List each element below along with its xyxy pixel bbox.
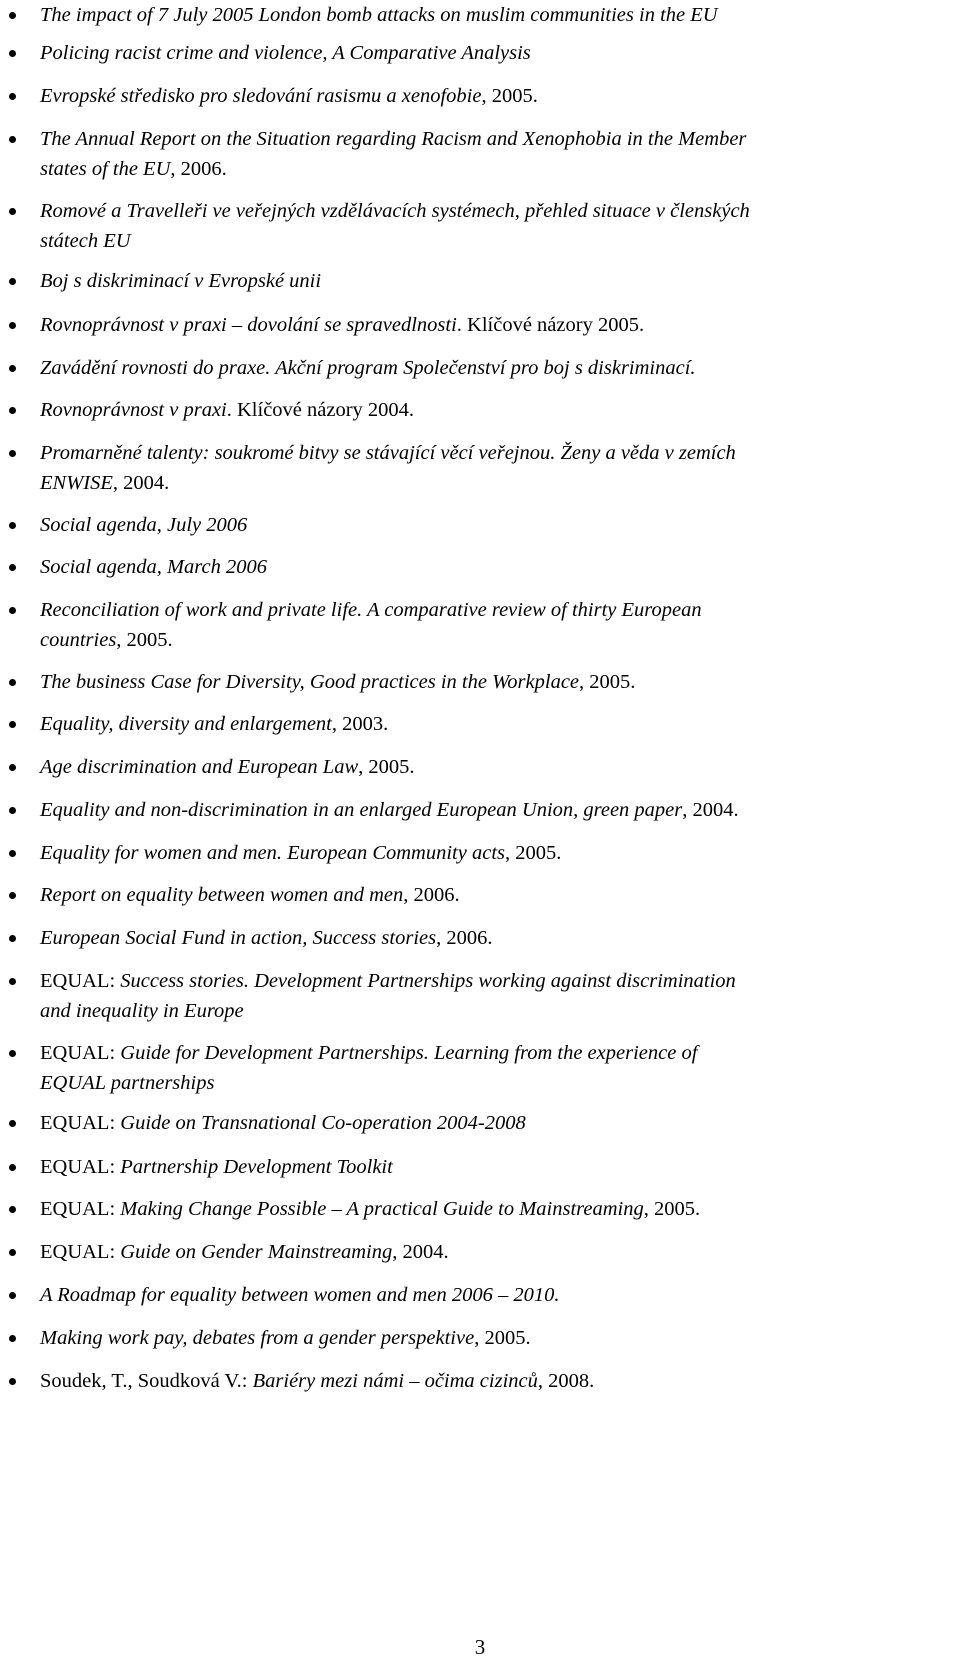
reference-line <box>40 124 940 154</box>
reference-text: EQUAL: <box>40 1112 121 1134</box>
reference-line <box>40 1194 940 1224</box>
reference-line <box>40 1108 940 1138</box>
bullet-icon <box>9 721 16 728</box>
reference-item <box>40 1366 940 1396</box>
reference-text: countries <box>40 629 117 651</box>
bullet-icon <box>9 1249 16 1256</box>
reference-text: . Klíčové názory 2005. <box>456 314 645 336</box>
bullet-icon <box>9 935 16 942</box>
reference-item <box>40 1038 940 1098</box>
reference-line <box>40 795 940 825</box>
reference-item <box>40 353 940 383</box>
bullet-icon <box>9 1335 16 1342</box>
reference-line <box>40 510 940 540</box>
reference-text: Rovnoprávnost v praxi <box>40 399 227 421</box>
reference-text: and inequality in Europe <box>40 1000 244 1022</box>
reference-line <box>40 468 940 498</box>
reference-line <box>40 966 940 996</box>
bullet-icon <box>9 407 16 414</box>
reference-text: Rovnoprávnost v praxi – dovolání se spravedlnosti <box>40 314 457 336</box>
reference-line <box>40 196 940 226</box>
reference-line <box>40 838 940 868</box>
reference-text: . Klíčové názory 2004. <box>226 399 415 421</box>
reference-text: , 2005. <box>579 671 636 693</box>
reference-line <box>40 552 940 582</box>
reference-item <box>40 1280 940 1310</box>
reference-item <box>40 395 940 425</box>
reference-line <box>40 625 940 655</box>
reference-line <box>40 923 940 953</box>
reference-text: Soudek, T., Soudková V.: <box>40 1370 253 1392</box>
reference-line <box>40 996 940 1026</box>
reference-item <box>40 38 940 68</box>
bullet-icon <box>9 365 16 372</box>
reference-line <box>40 310 940 340</box>
bullet-icon <box>9 978 16 985</box>
reference-text: The Annual Report on the Situation regarding Racism and Xenophobia in the Member <box>40 128 747 150</box>
reference-text: EQUAL: <box>40 1198 121 1220</box>
reference-text: EQUAL: <box>40 1241 121 1263</box>
reference-text: , 2004. <box>682 799 739 821</box>
bullet-icon <box>9 1292 16 1299</box>
bullet-icon <box>9 850 16 857</box>
reference-text: Report on equality between women and men <box>40 884 404 906</box>
reference-text: Equality, diversity and enlargement <box>40 713 332 735</box>
reference-item <box>40 667 940 697</box>
reference-text: EQUAL: <box>40 970 121 992</box>
reference-item <box>40 795 940 825</box>
reference-line <box>40 438 940 468</box>
reference-item <box>40 1152 940 1182</box>
reference-item <box>40 0 940 30</box>
reference-item <box>40 81 940 111</box>
reference-text: , 2008. <box>537 1370 595 1392</box>
reference-text: Equality and non-discrimination in an enlarged European Union, green paper <box>40 799 683 821</box>
reference-item <box>40 196 940 256</box>
reference-text: European Social Fund in action, Success stories <box>40 927 437 949</box>
reference-text: , 2004. <box>112 472 170 494</box>
reference-item <box>40 752 940 782</box>
reference-line <box>40 395 940 425</box>
reference-text: Success stories. Development Partnerships working against discrimination <box>120 970 736 992</box>
reference-text: Equality for women and men. European Community acts <box>40 842 505 864</box>
bullet-icon <box>9 1206 16 1213</box>
reference-text: , 2005. <box>358 756 415 778</box>
bullet-icon <box>9 50 16 57</box>
bullet-icon <box>9 278 16 285</box>
reference-line <box>40 1237 940 1267</box>
reference-item <box>40 1323 940 1353</box>
reference-text: The impact of 7 July 2005 London bomb attacks on muslim communities in the EU <box>40 4 718 26</box>
reference-text: A Roadmap for equality between women and men 2006 – 2010. <box>40 1284 560 1306</box>
bullet-icon <box>9 522 16 529</box>
reference-line <box>40 880 940 910</box>
reference-line <box>40 595 940 625</box>
reference-text: , 2005. <box>643 1198 701 1220</box>
bullet-icon <box>9 208 16 215</box>
reference-text: Romové a Travelleři ve veřejných vzdělávacích systémech, přehled situace v členských <box>40 200 750 222</box>
reference-text: , 2006. <box>436 927 493 949</box>
reference-item <box>40 1194 940 1224</box>
reference-item <box>40 709 940 739</box>
bullet-icon <box>9 93 16 100</box>
reference-text: Guide on Gender Mainstreaming <box>120 1241 393 1263</box>
reference-text: Making Change Possible – A practical Guide to Mainstreaming <box>120 1198 644 1220</box>
reference-text: Guide on Transnational Co-operation 2004-2008 <box>120 1112 526 1134</box>
reference-text: The business Case for Diversity, Good practices in the Workplace <box>40 671 580 693</box>
reference-text: ENWISE <box>40 472 113 494</box>
bullet-icon <box>9 12 16 19</box>
reference-text: , 2004. <box>392 1241 449 1263</box>
reference-line <box>40 353 940 383</box>
reference-item <box>40 310 940 340</box>
reference-text: Reconciliation of work and private life. A comparative review of thirty European <box>40 599 702 621</box>
reference-item <box>40 838 940 868</box>
reference-text: Evropské středisko pro sledování rasismu a xenofobie <box>40 85 482 107</box>
reference-text: , 2003. <box>331 713 389 735</box>
bullet-icon <box>9 764 16 771</box>
bullet-icon <box>9 1050 16 1057</box>
reference-line <box>40 1366 940 1396</box>
reference-item <box>40 1108 940 1138</box>
page-number: 3 <box>474 1635 486 1659</box>
reference-text: Social agenda, July 2006 <box>40 514 248 536</box>
reference-text: , 2006. <box>170 158 227 180</box>
bullet-icon <box>9 1378 16 1385</box>
reference-item <box>40 880 940 910</box>
reference-item <box>40 923 940 953</box>
reference-text: Promarněné talenty: soukromé bitvy se stávající věcí veřejnou. Ženy a věda v zemích <box>40 442 736 464</box>
reference-item <box>40 510 940 540</box>
reference-text: , 2005. <box>474 1327 531 1349</box>
bullet-icon <box>9 807 16 814</box>
reference-text: , 2005. <box>116 629 173 651</box>
bullet-icon <box>9 1120 16 1127</box>
reference-line <box>40 1152 940 1182</box>
reference-text: Boj s diskriminací v Evropské unii <box>40 270 322 292</box>
reference-line <box>40 709 940 739</box>
reference-text: Social agenda, March 2006 <box>40 556 267 578</box>
reference-line <box>40 0 940 30</box>
reference-item <box>40 438 940 498</box>
reference-text: Guide for Development Partnerships. Learning from the experience of <box>120 1042 698 1064</box>
reference-text: , 2005. <box>481 85 538 107</box>
reference-line <box>40 154 940 184</box>
reference-text: EQUAL partnerships <box>40 1072 215 1094</box>
reference-text: , 2006. <box>403 884 460 906</box>
reference-line <box>40 226 940 256</box>
bullet-icon <box>9 1164 16 1171</box>
reference-item <box>40 595 940 655</box>
reference-line <box>40 1323 940 1353</box>
reference-item <box>40 1237 940 1267</box>
bullet-icon <box>9 136 16 143</box>
bullet-icon <box>9 679 16 686</box>
reference-text: státech EU <box>40 230 131 252</box>
bullet-icon <box>9 607 16 614</box>
reference-line <box>40 1068 940 1098</box>
reference-text: EQUAL: <box>40 1156 121 1178</box>
reference-line <box>40 667 940 697</box>
bullet-icon <box>9 322 16 329</box>
reference-line <box>40 752 940 782</box>
reference-item <box>40 552 940 582</box>
reference-text: states of the EU <box>40 158 171 180</box>
reference-item <box>40 124 940 184</box>
reference-item <box>40 266 940 296</box>
reference-text: Age discrimination and European Law <box>40 756 359 778</box>
reference-line <box>40 81 940 111</box>
reference-text: Policing racist crime and violence, A Comparative Analysis <box>40 42 531 64</box>
reference-text: Making work pay, debates from a gender perspektive <box>40 1327 475 1349</box>
reference-text: Zavádění rovnosti do praxe. Akční program Společenství pro boj s diskriminací. <box>40 357 696 379</box>
bullet-icon <box>9 564 16 571</box>
reference-text: Bariéry mezi námi – očima cizinců <box>252 1370 538 1392</box>
reference-item <box>40 966 940 1026</box>
bullet-icon <box>9 892 16 899</box>
reference-line <box>40 1280 940 1310</box>
reference-text: EQUAL: <box>40 1042 121 1064</box>
reference-text: Partnership Development Toolkit <box>120 1156 393 1178</box>
reference-line <box>40 1038 940 1068</box>
reference-line <box>40 266 940 296</box>
reference-line <box>40 38 940 68</box>
reference-text: , 2005. <box>505 842 562 864</box>
bullet-icon <box>9 450 16 457</box>
